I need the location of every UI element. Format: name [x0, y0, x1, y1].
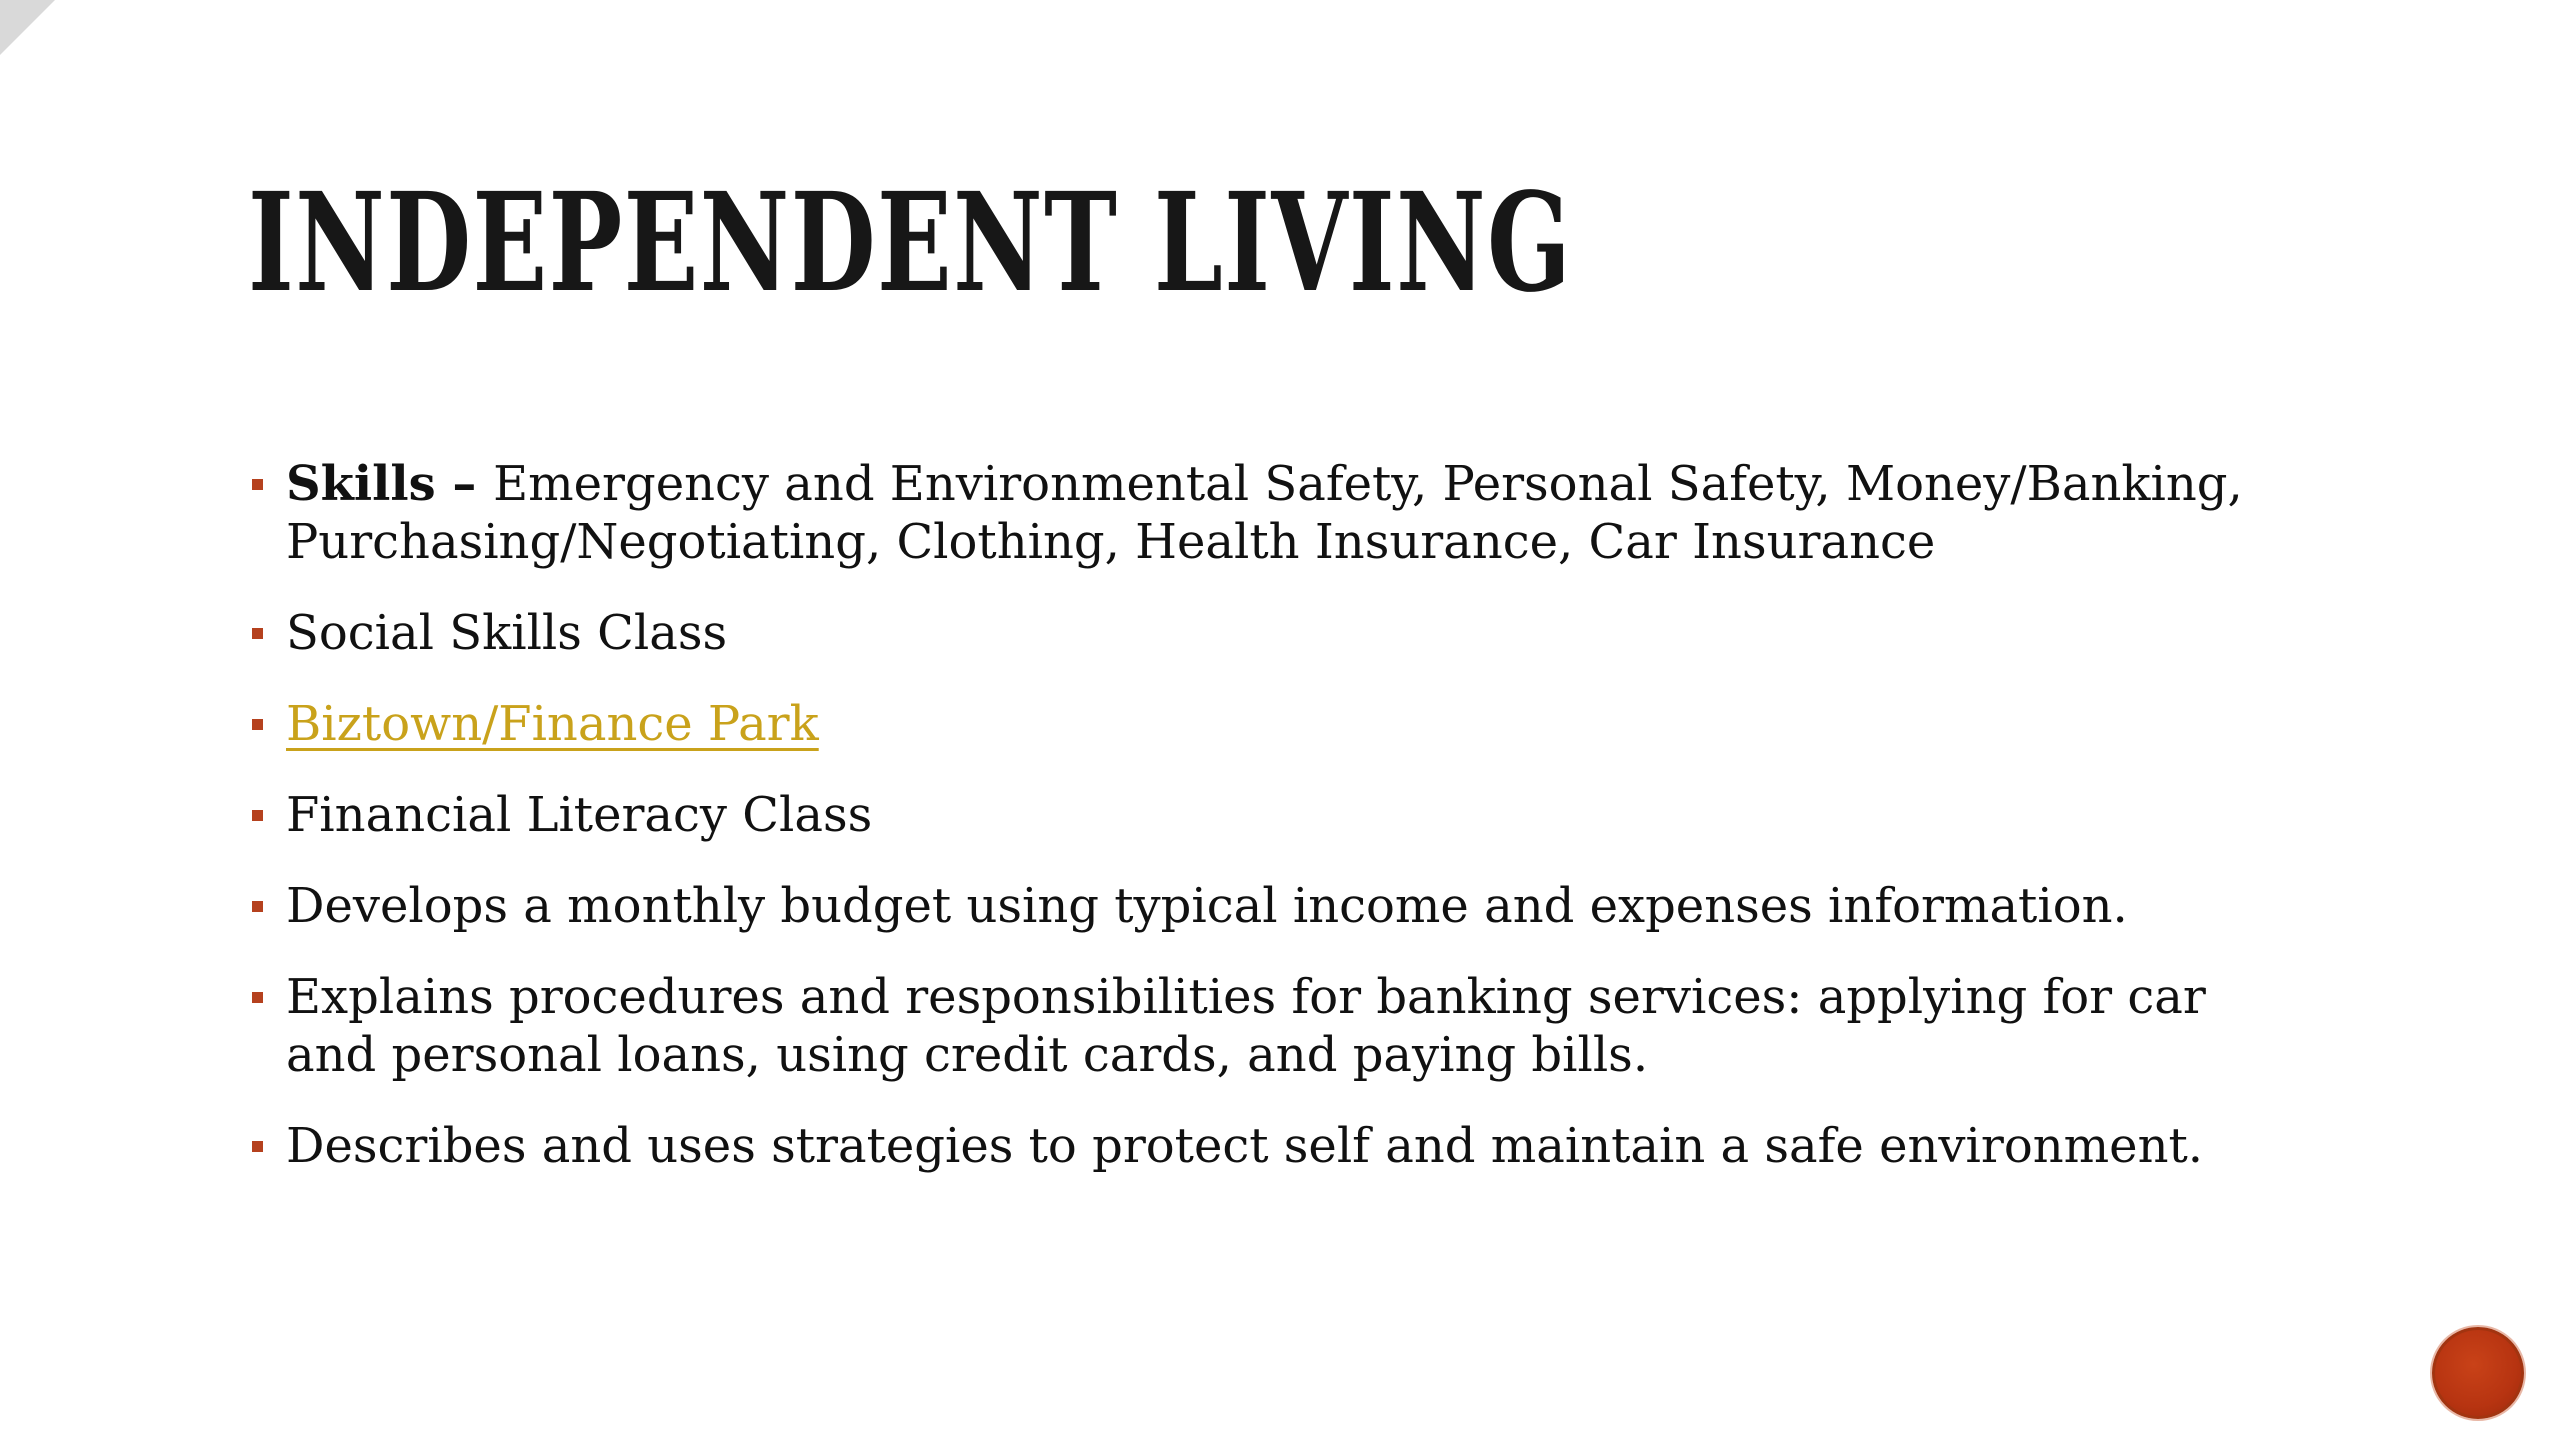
bullet-label-skills: Skills – [286, 456, 494, 512]
bullet-square-icon [252, 628, 263, 639]
biztown-finance-park-link[interactable]: Biztown/Finance Park [286, 696, 819, 752]
bullet-item-banking-services [248, 968, 2298, 1084]
slide-number-badge [2432, 1327, 2524, 1419]
bullet-square-icon [252, 719, 263, 730]
bullet-square-icon [252, 479, 263, 490]
bullet-text-social-skills: Social Skills Class [286, 605, 728, 661]
bullet-text-monthly-budget: Develops a monthly budget using typical income and expenses information. [286, 878, 2128, 934]
bullet-item-safe-environment [248, 1117, 2298, 1175]
bullet-item-social-skills [248, 604, 2298, 662]
bullet-item-skills [248, 455, 2298, 571]
slide-title: INDEPENDENT LIVING [248, 163, 1573, 323]
bullet-square-icon [252, 992, 263, 1003]
bullet-square-icon [252, 1141, 263, 1152]
bullet-square-icon [252, 901, 263, 912]
bullet-text-safe-environment: Describes and uses strategies to protect self and maintain a safe environment. [286, 1118, 2204, 1174]
bullet-list [248, 455, 2298, 1208]
slide-corner-marker [0, 0, 55, 55]
bullet-square-icon [252, 810, 263, 821]
bullet-text-skills: Emergency and Environmental Safety, Personal Safety, Money/Banking, Purchasing/Negotiating, Clothing, Health Insurance, Car Insurance [286, 456, 2243, 570]
bullet-item-financial-literacy [248, 786, 2298, 844]
bullet-item-monthly-budget [248, 877, 2298, 935]
bullet-item-biztown [248, 695, 2298, 753]
bullet-text-banking-services: Explains procedures and responsibilities for banking services: applying for car and personal loans, using credit cards, and paying bills. [286, 969, 2206, 1083]
bullet-text-financial-literacy: Financial Literacy Class [286, 787, 873, 843]
